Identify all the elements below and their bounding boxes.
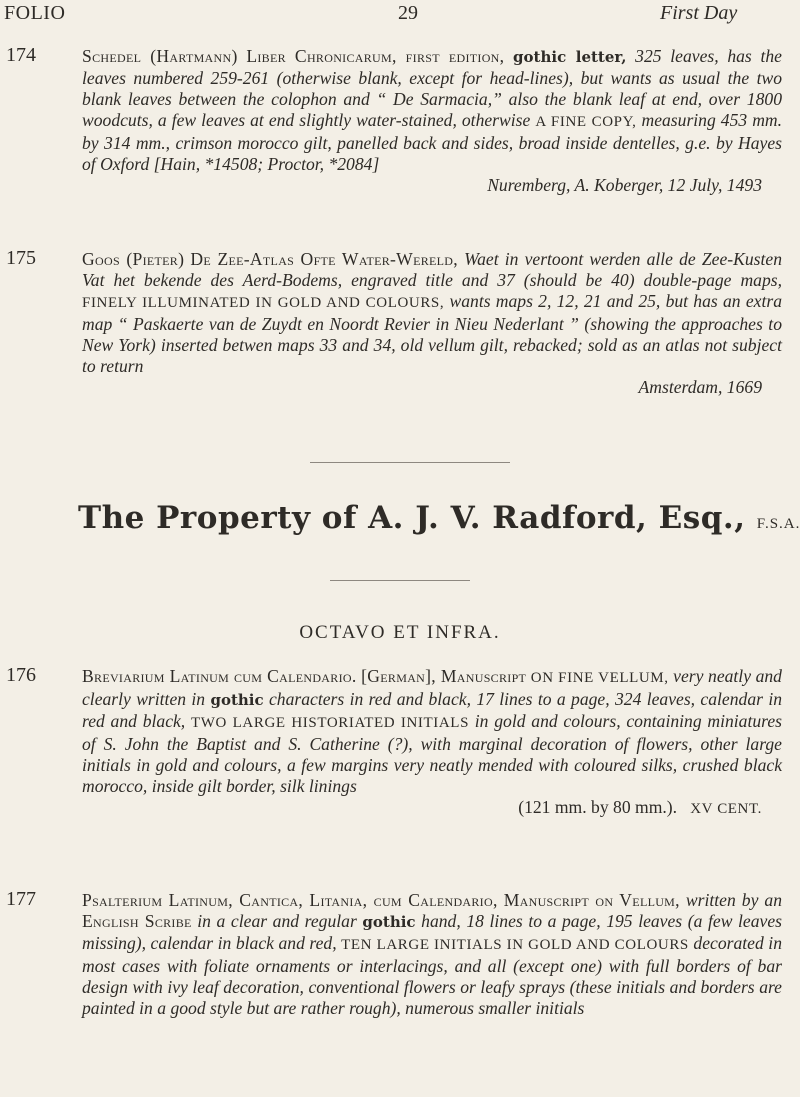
lot-text-continued: measuring 453 mm. by 314 mm., crimson morocco gilt, panelled back and sides, broad inside dentelles, g.e. by Hayes of Oxford [Hain, *14508; Proctor, *2084] xyxy=(82,110,783,174)
provenance-suffix: F.S.A. xyxy=(756,516,800,532)
lot-number: 174 xyxy=(6,44,36,66)
lot-author: Psalterium Latinum, Cantica, Litania, cum Calendario, xyxy=(82,890,498,910)
lot-text-more: in gold and colours, containing miniatures of S. John the Baptist and S. Catherine (?), with marginal decoration of flowers, other large initials in gold and colours, a few margins very neatly mended with coloured silks, crushed black morocco, inside gilt border, silk linings xyxy=(82,711,782,796)
script-type: gothic xyxy=(362,913,416,931)
divider-rule xyxy=(330,580,470,581)
lot-text: 325 leaves, has the leaves numbered 259-261 (otherwise blank, except for head-lines), but wants as usual the two blank leaves between the colophon and “ De Sarmacia,” also the blank leaf at end, over 1800 woodcuts, a few leaves at end slightly water-stained, otherwise xyxy=(82,46,782,130)
lot-author: Schedel (Hartmann) xyxy=(82,46,238,66)
lot-initials-note: TWO LARGE HISTORIATED INITIALS xyxy=(190,715,470,731)
lot-copy-note: A FINE COPY, xyxy=(535,114,637,130)
lot-author: Breviarium Latinum cum Calendario. xyxy=(82,666,357,686)
lot-scribe: English Scribe xyxy=(82,911,192,931)
script-type: gothic xyxy=(210,691,264,709)
section-heading: OCTAVO ET INFRA. xyxy=(299,622,501,643)
lot-text: very neatly and clearly written in xyxy=(82,666,782,709)
lot-title: De Zee-Atlas Ofte Water-Wereld, xyxy=(190,249,458,269)
lot-title: Manuscript on Vellum, xyxy=(503,890,680,910)
lot-description xyxy=(82,249,782,398)
lot-text-continued: hand, 18 lines to a page, 195 leaves (a few leaves missing), calendar in black and red, xyxy=(82,911,782,953)
script-type: gothic letter, xyxy=(513,48,627,66)
lot-imprint: Amsterdam, 1669 xyxy=(638,377,762,397)
lot-author: Goos (Pieter) xyxy=(82,249,185,269)
lot-imprint: Nuremberg, A. Koberger, 12 July, 1493 xyxy=(487,175,762,195)
lot-description xyxy=(82,666,782,820)
provenance-text: The Property of A. J. V. Radford, Esq., xyxy=(78,500,746,536)
lot-century: XV CENT. xyxy=(690,801,762,817)
lot-size: (121 mm. by 80 mm.). xyxy=(518,797,678,817)
folio-label: FOLIO xyxy=(4,2,66,24)
lot-title: Liber Chronicarum, first edition, xyxy=(246,46,505,66)
lot-text-more: decorated in most cases with foliate ornaments or interlacings, and all (except one) with full borders of bar design with ivy leaf decoration, conventional flowers or leafy sprays (these initials and borders are painted in a good style but are rather rough), numerous smaller initials xyxy=(82,933,782,1018)
lot-description xyxy=(82,890,782,1019)
provenance-heading xyxy=(78,500,800,536)
lot-number: 176 xyxy=(6,664,36,686)
lot-number: 177 xyxy=(6,888,36,910)
lot-text: Waet in vertoont werden alle de Zee-Kusten Vat het bekende des Aerd-Bodems, engraved title and 37 (should be 40) double-page maps, xyxy=(82,249,782,290)
lot-dimensions xyxy=(82,797,782,820)
lot-description xyxy=(82,46,782,196)
lot-copy-note: FINELY ILLUMINATED IN GOLD AND COLOURS, xyxy=(82,295,445,311)
running-header xyxy=(0,2,800,30)
lot-copy-note: ON FINE VELLUM, xyxy=(530,670,669,686)
lot-text-continued: characters in red and black, 17 lines to a page, 324 leaves, calendar in red and black, xyxy=(82,689,783,731)
lot-text: written by an xyxy=(685,890,783,910)
lot-text-b: in a clear and regular xyxy=(197,911,357,931)
page-number: 29 xyxy=(398,2,418,24)
divider-rule xyxy=(310,462,510,463)
lot-number: 175 xyxy=(6,247,36,269)
day-label: First Day xyxy=(660,2,738,24)
lot-text-continued: wants maps 2, 12, 21 and 25, but has an extra map “ Paskaerte van de Zuydt en Noordt Revier in Nieu Nederlant ” (showing the approaches to New York) inserted betwen maps 33 and 34, old vellum gilt, rebacked; sold as an atlas not subject to return xyxy=(82,291,782,376)
lot-title: [German], Manuscript xyxy=(361,666,527,686)
lot-initials-note: TEN LARGE INITIALS IN GOLD AND COLOURS xyxy=(341,937,689,953)
